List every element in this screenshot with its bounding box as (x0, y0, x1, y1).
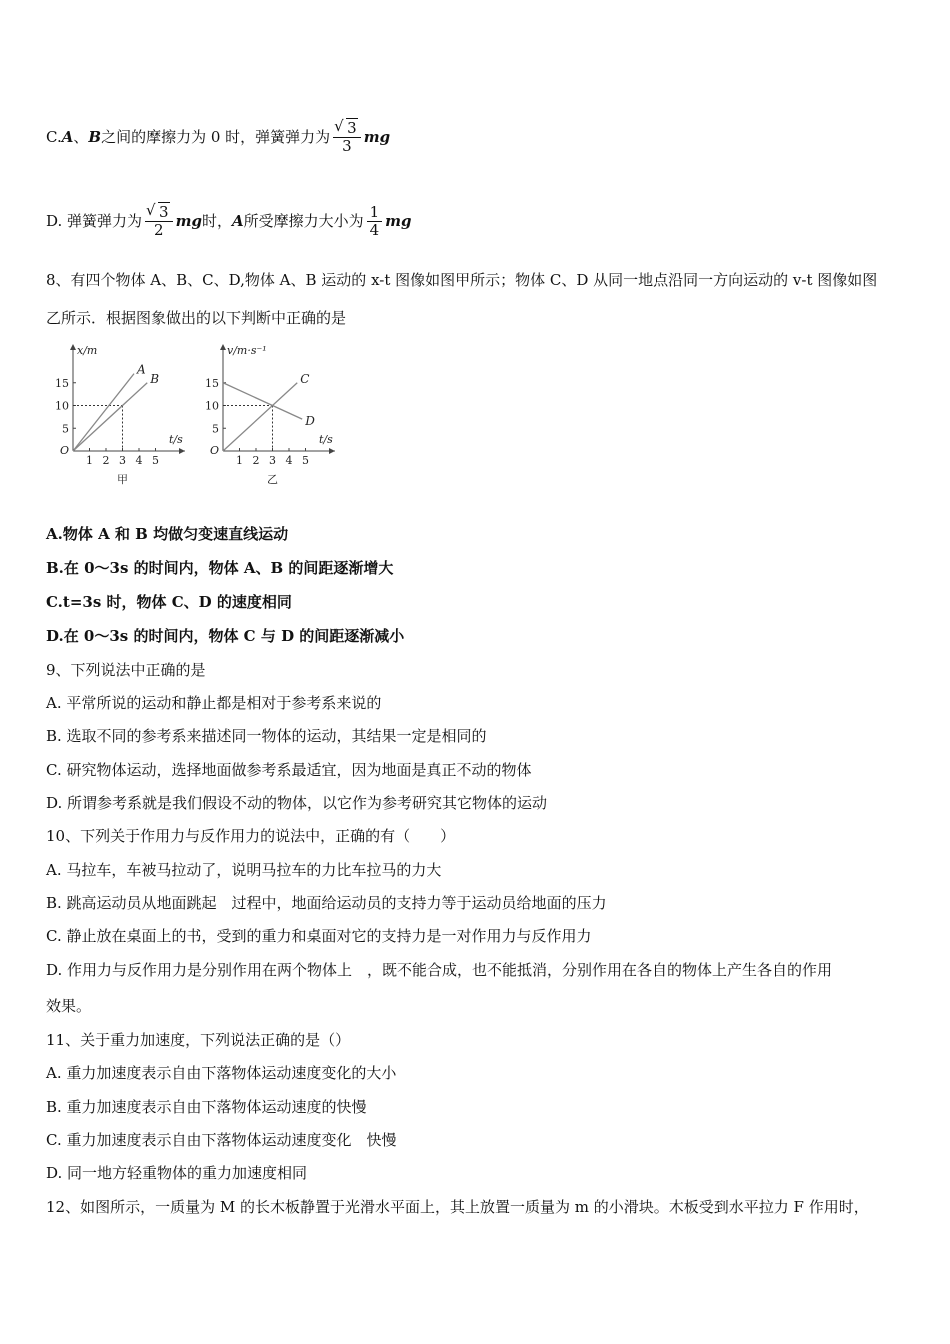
q9-option-d: D. 所谓参考系就是我们假设不动的物体，以它作为参考研究其它物体的运动 (46, 794, 548, 812)
mg-unit: mg (363, 128, 391, 146)
chart-yi-vt (205, 338, 355, 488)
y-axis-label: x/m (77, 344, 98, 357)
y-axis-arrow (220, 344, 226, 350)
object-a-label: A (61, 128, 74, 146)
q7-option-c (46, 116, 390, 158)
chart-jia-xt (55, 338, 200, 488)
q10-option-d-line1: D. 作用力与反作用力是分别作用在两个物体上 ，既不能合成，也不能抵消，分别作用在各自的物体上产生各自的作用 (46, 961, 833, 979)
fraction-numerator: 1 (367, 204, 383, 222)
y-tick-label: 15 (55, 376, 69, 390)
x-tick-label: 3 (269, 454, 276, 467)
y-tick-label: 15 (205, 376, 219, 390)
x-tick-label: 1 (86, 454, 93, 467)
origin-label: O (60, 444, 70, 457)
fraction-denominator: 3 (342, 136, 352, 155)
option-c-text: 之间的摩擦力为 0 时，弹簧弹力为 (101, 128, 331, 146)
y-tick-label: 10 (55, 399, 69, 413)
series-label-b: B (150, 371, 160, 386)
x-axis-arrow (179, 448, 185, 454)
series-line-c (223, 383, 297, 451)
series-line-a (73, 374, 134, 451)
y-axis-label: v/m·s⁻¹ (227, 344, 267, 357)
x-tick-label: 5 (302, 454, 309, 467)
y-tick-label: 5 (62, 422, 69, 436)
q9-option-b: B. 选取不同的参考系来描述同一物体的运动，其结果一定是相同的 (46, 727, 487, 745)
fraction-sqrt3-over-2 (145, 204, 173, 239)
q8-stem-line1: 8、有四个物体 A、B、C、D,物体 A、B 运动的 x-t 图像如图甲所示；物体 C、D 从同一地点沿同一方向运动的 v-t 图像如图 (46, 271, 878, 289)
series-line-d (223, 383, 302, 419)
x-tick-label: 2 (102, 454, 110, 467)
x-tick-label: 2 (252, 454, 260, 467)
q9-option-a: A. 平常所说的运动和静止都是相对于参考系来说的 (46, 694, 382, 712)
option-d-text: 所受摩擦力大小为 (243, 212, 364, 230)
x-tick-label: 4 (285, 454, 293, 467)
series-line-b (73, 383, 147, 451)
q10-option-d-line2: 效果。 (46, 997, 92, 1015)
x-tick-label: 3 (119, 454, 126, 467)
separator: 、 (73, 128, 89, 146)
y-tick-label: 5 (212, 422, 219, 436)
chart-caption: 乙 (267, 473, 278, 486)
fraction-denominator: 4 (369, 220, 380, 239)
object-b-label: B (88, 128, 102, 146)
chart-caption: 甲 (117, 473, 128, 486)
q7-option-d (46, 200, 412, 242)
origin-label: O (210, 444, 220, 457)
q9-stem: 9、下列说法中正确的是 (46, 661, 206, 679)
x-tick-label: 4 (135, 454, 143, 467)
x-axis-label: t/s (169, 433, 183, 446)
series-label-a: A (137, 362, 146, 377)
option-c-prefix: C. (46, 128, 62, 146)
q11-stem: 11、关于重力加速度，下列说法正确的是（） (46, 1031, 351, 1049)
q12-stem: 12、如图所示，一质量为 M 的长木板静置于光滑水平面上，其上放置一质量为 m 的小滑块。木板受到水平拉力 F 作用时， (46, 1198, 869, 1216)
q9-option-c: C. 研究物体运动，选择地面做参考系最适宜，因为地面是真正不动的物体 (46, 761, 532, 779)
y-axis-arrow (70, 344, 76, 350)
q11-option-b: B. 重力加速度表示自由下落物体运动速度的快慢 (46, 1098, 367, 1116)
series-label-d: D (305, 414, 315, 429)
q8-stem-line2: 乙所示．根据图象做出的以下判断中正确的是 (46, 309, 347, 327)
fraction-numerator: 3 (347, 118, 357, 137)
option-d-prefix: D. 弹簧弹力为 (46, 212, 143, 230)
mg-unit: mg (175, 212, 202, 230)
x-axis-label: t/s (319, 433, 333, 446)
q8-option-d: D.在 0～3s 的时间内，物体 C 与 D 的间距逐渐减小 (46, 627, 405, 645)
series-label-c: C (300, 371, 310, 386)
x-tick-label: 5 (152, 454, 159, 467)
fraction-denominator: 2 (154, 220, 164, 239)
q10-stem: 10、下列关于作用力与反作用力的说法中，正确的有（ ） (46, 827, 456, 845)
q11-option-d: D. 同一地方轻重物体的重力加速度相同 (46, 1164, 308, 1182)
mg-unit: mg (385, 212, 412, 230)
object-a-label: A (231, 212, 244, 230)
x-tick-label: 1 (236, 454, 243, 467)
fraction-numerator: 3 (159, 202, 169, 221)
q8-option-a: A.物体 A 和 B 均做匀变速直线运动 (46, 525, 289, 543)
fraction-1-over-4 (367, 204, 383, 239)
q8-option-c: C.t=3s 时，物体 C、D 的速度相同 (46, 593, 292, 611)
q10-option-b: B. 跳高运动员从地面跳起 过程中，地面给运动员的支持力等于运动员给地面的压力 (46, 894, 607, 912)
x-axis-arrow (329, 448, 335, 454)
q8-option-b: B.在 0～3s 的时间内，物体 A、B 的间距逐渐增大 (46, 559, 394, 577)
q11-option-c: C. 重力加速度表示自由下落物体运动速度变化 快慢 (46, 1131, 397, 1149)
q10-option-a: A. 马拉车，车被马拉动了，说明马拉车的力比车拉马的力大 (46, 861, 442, 879)
y-tick-label: 10 (205, 399, 219, 413)
q11-option-a: A. 重力加速度表示自由下落物体运动速度变化的大小 (46, 1064, 397, 1082)
q10-option-c: C. 静止放在桌面上的书，受到的重力和桌面对它的支持力是一对作用力与反作用力 (46, 927, 592, 945)
option-d-mid: 时， (201, 212, 232, 230)
fraction-sqrt3-over-3 (333, 120, 361, 155)
